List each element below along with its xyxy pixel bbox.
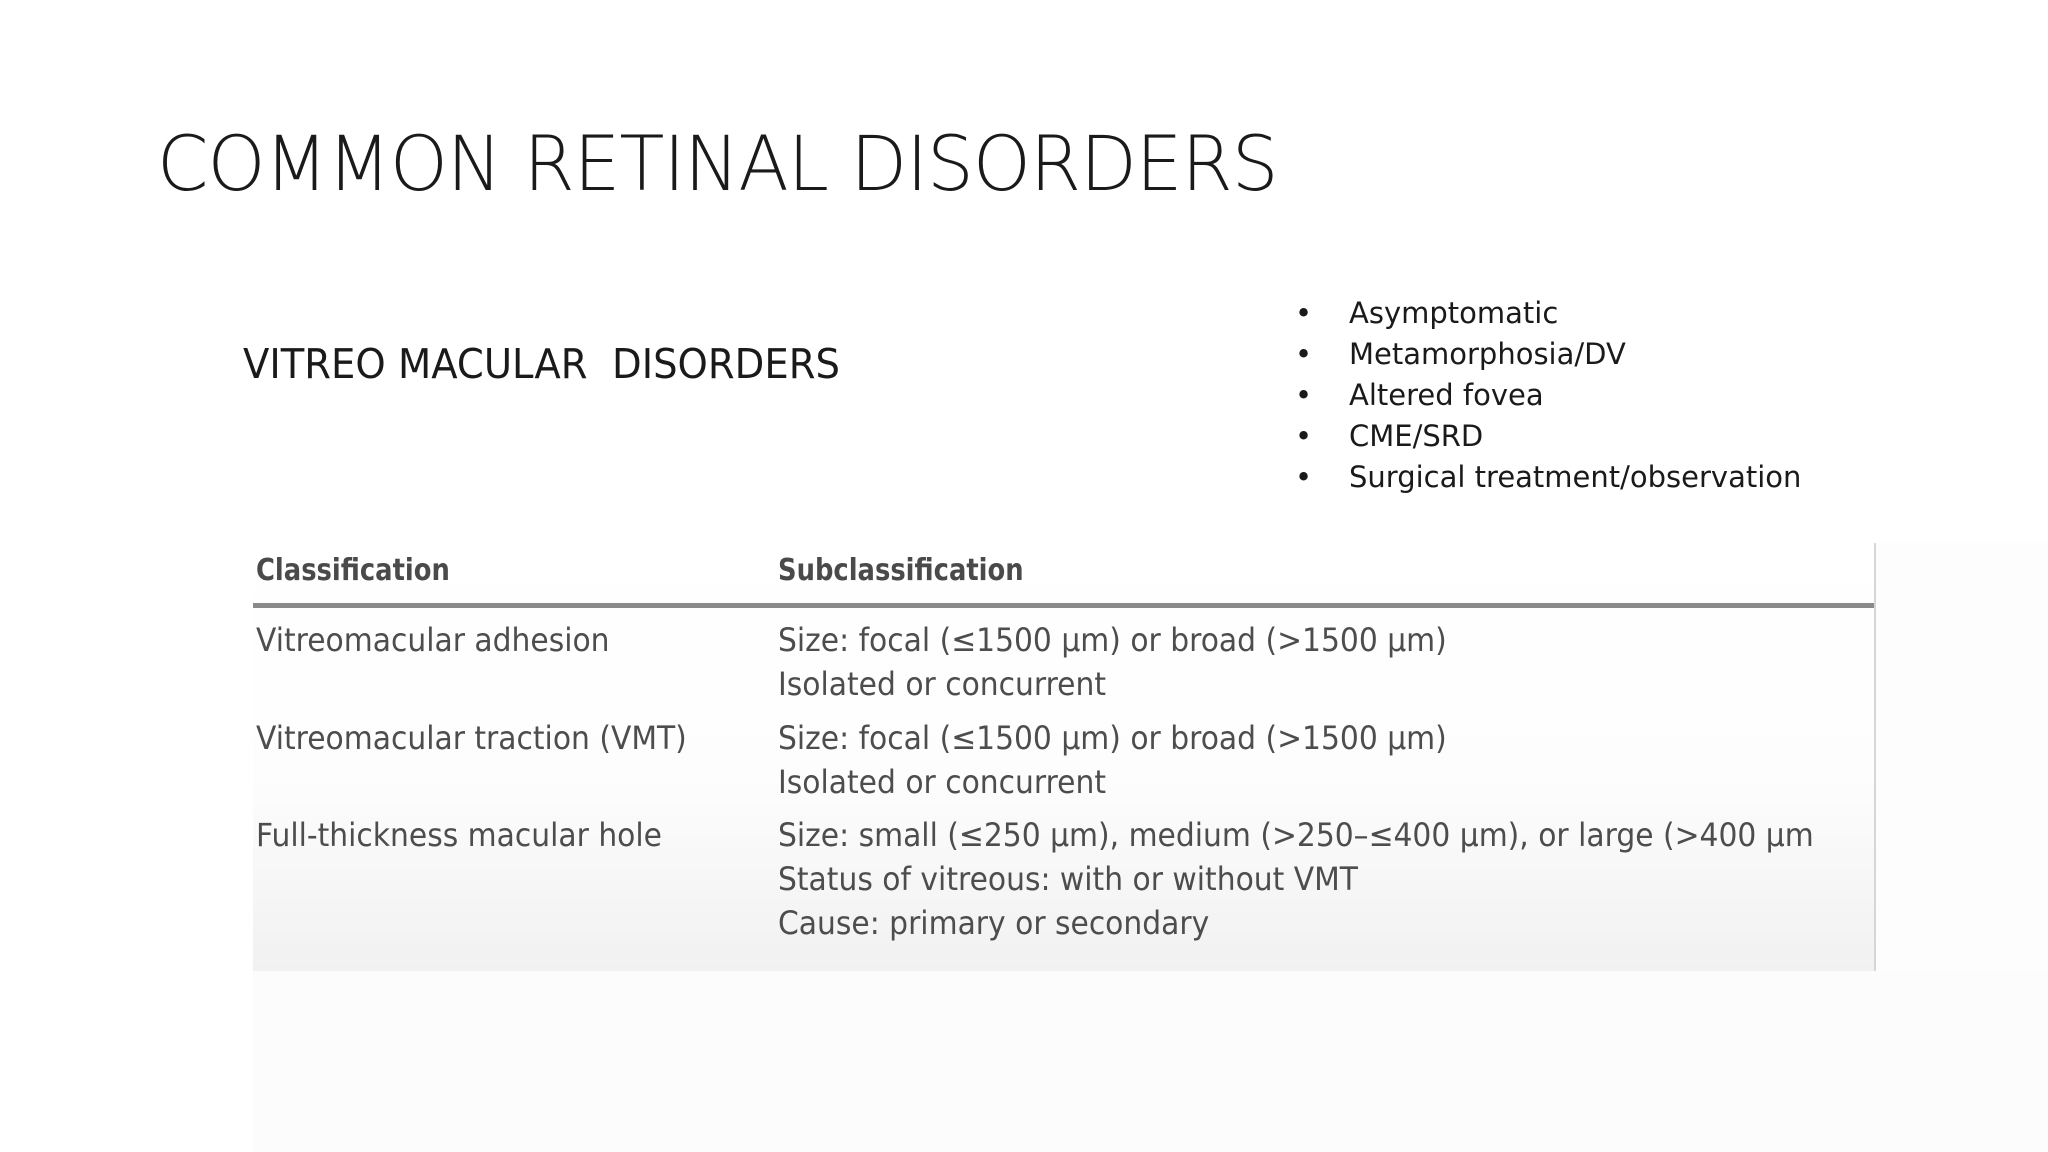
- subclassification-line: Size: small (≤250 μm), medium (>250–≤400 μm), or large (>400 μm: [778, 816, 1814, 854]
- subclassification-cell: [778, 716, 1447, 804]
- bullet-dot-icon: •: [1295, 378, 1313, 412]
- bullet-dot-icon: •: [1295, 296, 1313, 330]
- bullet-item: [1295, 334, 1801, 375]
- classification-cell: Vitreomacular traction (VMT): [256, 719, 687, 757]
- bullet-item: [1295, 375, 1801, 416]
- image-backdrop: [253, 971, 2048, 1152]
- header-divider: [253, 603, 1874, 608]
- subclassification-line: Size: focal (≤1500 μm) or broad (>1500 μm): [778, 621, 1447, 659]
- bullet-text: Altered fovea: [1349, 378, 1544, 412]
- subclassification-line: Isolated or concurrent: [778, 665, 1107, 703]
- bullet-item: [1295, 457, 1801, 498]
- classification-cell: Vitreomacular adhesion: [256, 621, 610, 659]
- slide-title: COMMON RETINAL DISORDERS: [157, 119, 1278, 208]
- column-header-classification: Classification: [256, 553, 450, 588]
- bullet-text: Metamorphosia/DV: [1349, 337, 1626, 371]
- table-header-row: [256, 553, 1874, 603]
- bullet-dot-icon: •: [1295, 460, 1313, 494]
- subclassification-line: Cause: primary or secondary: [778, 904, 1210, 942]
- bullet-text: Asymptomatic: [1349, 296, 1559, 330]
- subclassification-line: Status of vitreous: with or without VMT: [778, 860, 1358, 898]
- bullet-dot-icon: •: [1295, 337, 1313, 371]
- subclassification-cell: [778, 618, 1447, 706]
- subclassification-cell: [778, 813, 1814, 945]
- column-header-subclassification: Subclassification: [778, 553, 1024, 588]
- classification-table: [253, 543, 1876, 971]
- subclassification-line: Isolated or concurrent: [778, 763, 1107, 801]
- image-backdrop: [1876, 543, 2048, 971]
- bullet-item: [1295, 416, 1801, 457]
- bullet-list: [1295, 293, 1801, 498]
- bullet-dot-icon: •: [1295, 419, 1313, 453]
- classification-cell: Full-thickness macular hole: [256, 816, 662, 854]
- bullet-text: Surgical treatment/observation: [1349, 460, 1802, 494]
- subclassification-line: Size: focal (≤1500 μm) or broad (>1500 μm): [778, 719, 1447, 757]
- section-heading: VITREO MACULAR DISORDERS: [243, 340, 840, 388]
- bullet-item: [1295, 293, 1801, 334]
- bullet-text: CME/SRD: [1349, 419, 1484, 453]
